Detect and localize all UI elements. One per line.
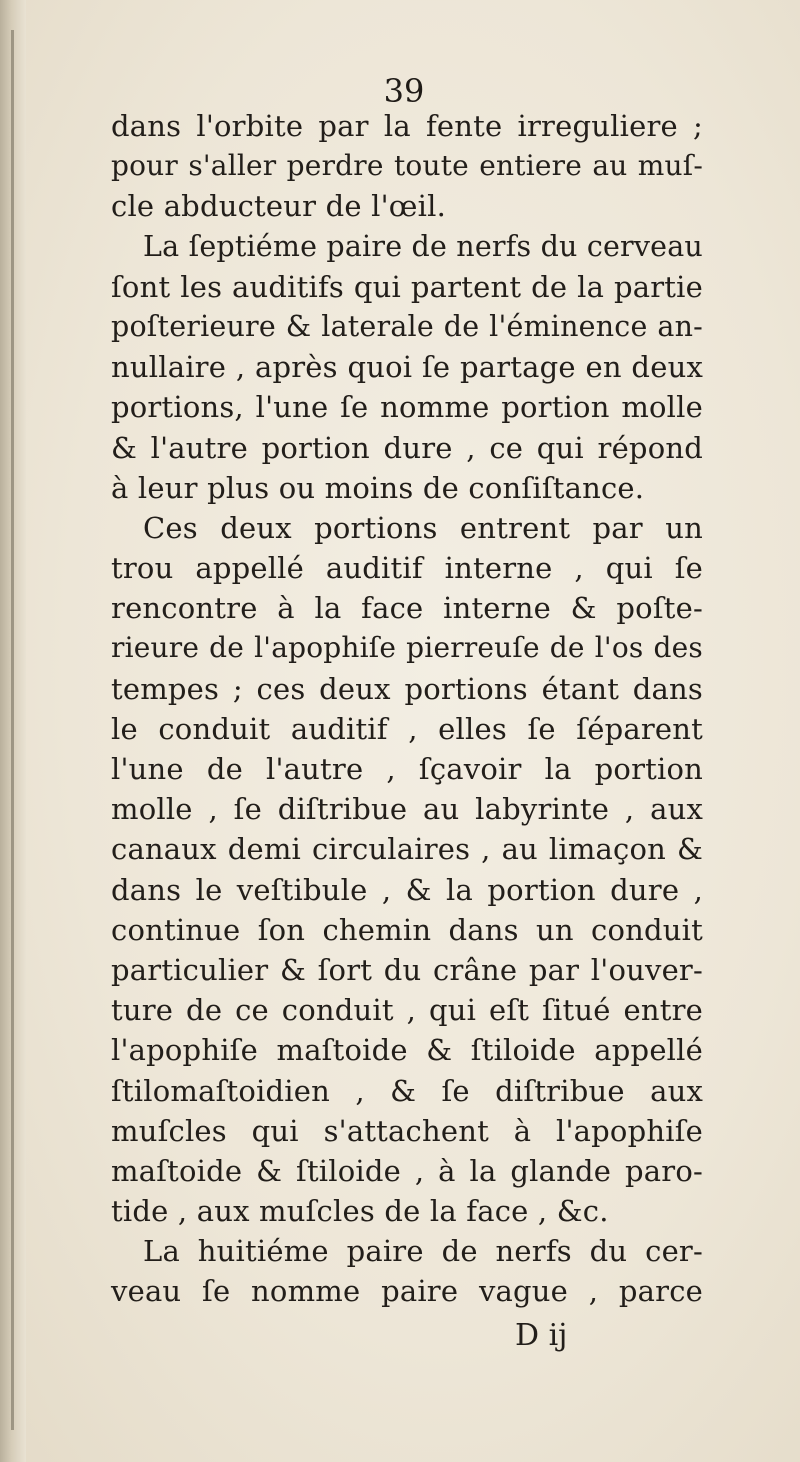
page-gutter (0, 0, 26, 1462)
text-line: La ſeptiéme paire de nerfs du cerveau (143, 229, 703, 263)
text-line: continue ſon chemin dans un conduit (111, 912, 703, 947)
text-line: poſterieure & laterale de l'éminence an- (111, 309, 703, 343)
text-line: dans le veſtibule , & la portion dure , (111, 872, 703, 907)
text-line: maſtoide & ſtiloide , à la glande paro- (111, 1153, 703, 1188)
text-line: cle abducteur de l'œil. (111, 189, 447, 224)
text-line: muſcles qui s'attachent à l'apophiſe (111, 1113, 703, 1148)
signature-mark: D ij (515, 1318, 568, 1353)
text-line: particulier & ſort du crâne par l'ouver- (111, 952, 703, 987)
text-line: La huitiéme paire de nerfs du cer- (143, 1234, 703, 1269)
text-line: l'apophiſe maſtoide & ſtiloide appellé (111, 1033, 703, 1068)
text-line: trou appellé auditif interne , qui ſe (111, 551, 703, 586)
text-line: le conduit auditif , elles ſe ſéparent (111, 711, 703, 746)
text-line: ture de ce conduit , qui eſt ſitué entre (111, 993, 703, 1028)
text-line: nullaire , après quoi ſe partage en deux (111, 350, 703, 385)
text-line: Ces deux portions entrent par un (143, 510, 703, 545)
text-line: veau ſe nomme paire vague , parce (111, 1274, 703, 1309)
binding-edge (11, 30, 14, 1430)
text-line: tempes ; ces deux portions étant dans (111, 671, 703, 706)
text-line: portions, l'une ſe nomme portion molle (111, 390, 703, 425)
text-line: canaux demi circulaires , au limaçon & (111, 832, 703, 867)
text-line: à leur plus ou moins de conſiſtance. (111, 470, 645, 505)
text-line: & l'autre portion dure , ce qui répond (111, 430, 703, 465)
page-number: 39 (383, 72, 425, 110)
text-line: molle , ſe diſtribue au labyrinte , aux (111, 792, 703, 827)
body-text (111, 106, 703, 1312)
text-line: ſtilomaſtoidien , & ſe diſtribue aux (111, 1073, 703, 1108)
text-line: ſont les auditifs qui partent de la partie (111, 269, 703, 304)
text-line: tide , aux muſcles de la face , &c. (111, 1194, 609, 1229)
text-line: l'une de l'autre , ſçavoir la portion (111, 752, 703, 786)
text-line: pour s'aller perdre toute entiere au muſ- (111, 149, 703, 183)
text-line: rencontre à la face interne & poſte- (111, 591, 703, 626)
text-line: dans l'orbite par la fente irreguliere ; (111, 109, 703, 143)
text-line: rieure de l'apophiſe pierreuſe de l'os des (111, 631, 703, 665)
